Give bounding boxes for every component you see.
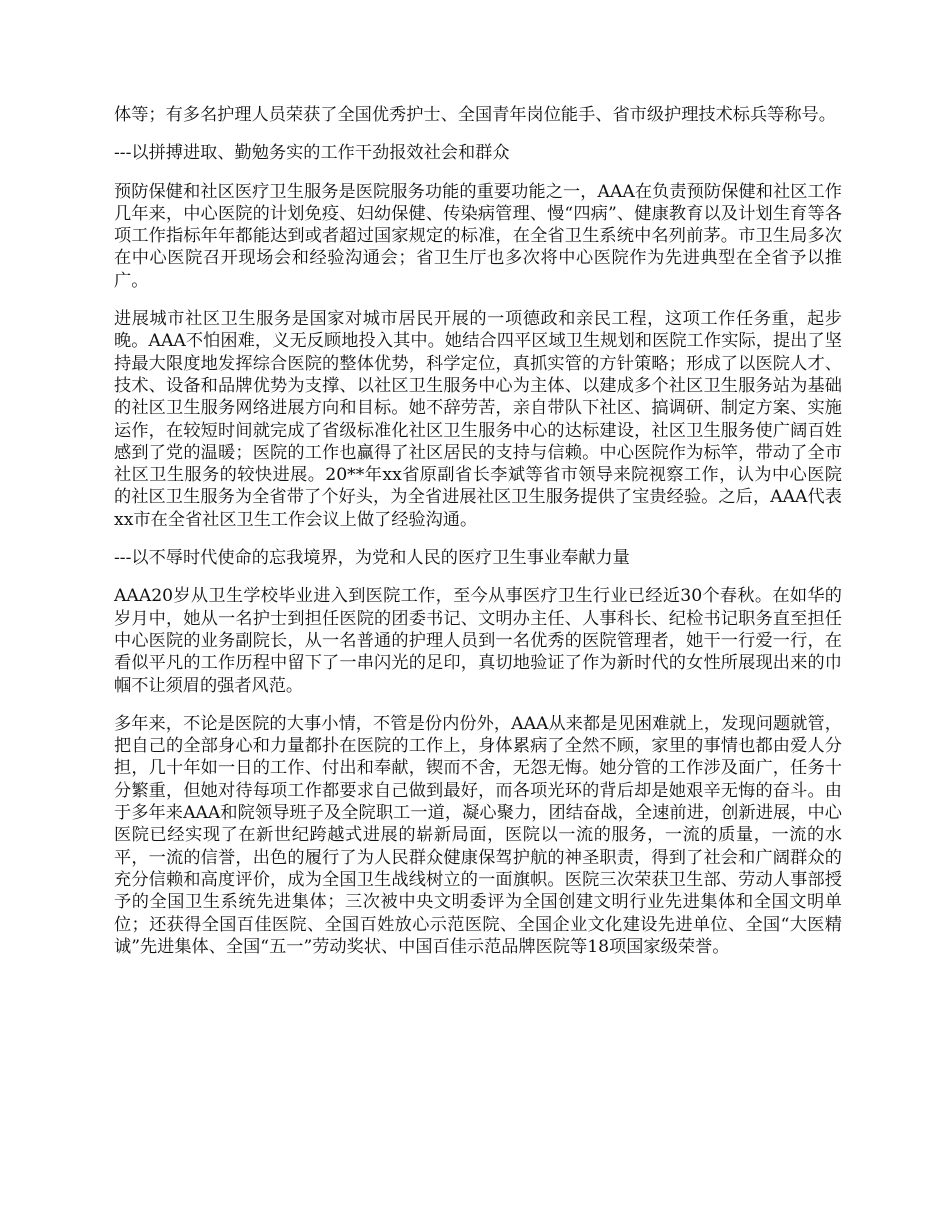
paragraph-preventive-care: 预防保健和社区医疗卫生服务是医院服务功能的重要功能之一，AAA在负责预防保健和社区工作几年来，中心医院的计划免疫、妇幼保健、传染病管理、慢“四病”、健康教育以及计划生育等各项工作指标年年都能达到或者超过国家规定的标准，在全省卫生系统中名列前茅。市卫生局多次在中心医院召开现场会和经验沟通会；省卫生厅也多次将中心医院作为先进典型在全省予以推广。 bbox=[114, 181, 842, 291]
section-heading-mission: ---以不辱时代使命的忘我境界，为党和人民的医疗卫生事业奉献力量 bbox=[114, 548, 630, 569]
paragraph-community-health: 进展城市社区卫生服务是国家对城市居民开展的一项德政和亲民工程，这项工作任务重，起步晚。AAA不怕困难，义无反顾地投入其中。她结合四平区域卫生规划和医院工作实际，提出了坚持最大限度地发挥综合医院的整体优势，科学定位，真抓实管的方针策略；形成了以医院人才、技术、设备和品牌优势为支撑、以社区卫生服务中心为主体、以建成多个社区卫生服务站为基础的社区卫生服务网络进展方向和目标。她不辞劳苦，亲自带队下社区、搞调研、制定方案、实施运作，在较短时间就完成了省级标准化社区卫生服务中心的达标建设，社区卫生服务使广阔百姓感到了党的温暖；医院的工作也赢得了社区居民的支持与信赖。中心医院作为标竿，带动了全市社区卫生服务的较快进展。20**年xx省原副省长李斌等省市领导来院视察工作，认为中心医院的社区卫生服务为全省带了个好头，为全省进展社区卫生服务提供了宝贵经验。之后，AAA代表xx市在全省社区卫生工作会议上做了经验沟通。 bbox=[114, 309, 842, 530]
paragraph-awards-continued: 体等；有多名护理人员荣获了全国优秀护士、全国青年岗位能手、省市级护理技术标兵等称号。 bbox=[114, 105, 836, 125]
paragraph-career: AAA20岁从卫生学校毕业进入到医院工作，至今从事医疗卫生行业已经近30个春秋。在如华的岁月中，她从一名护士到担任医院的团委书记、文明办主任、人事科长、纪检书记职务直至担任中心医院的业务副院长，从一名普通的护理人员到一名优秀的医院管理者，她干一行爱一行，在看似平凡的工作历程中留下了一串闪光的足印，真切地验证了作为新时代的女性所展现出来的巾帼不让须眉的强者风范。 bbox=[114, 586, 842, 696]
section-heading-dedication: ---以拼搏进取、勤勉务实的工作干劲报效社会和群众 bbox=[114, 143, 510, 164]
paragraph-achievements: 多年来，不论是医院的大事小情，不管是份内份外，AAA从来都是见困难就上，发现问题就管，把自己的全部身心和力量都扑在医院的工作上，身体累病了全然不顾，家里的事情也都由爱人分担，几十年如一日的工作、付出和奉献，锲而不舍，无怨无悔。她分管的工作涉及面广，任务十分繁重，但她对待每项工作都要求自己做到最好，而各项光环的背后却是她艰辛无悔的奋斗。由于多年来AAA和院领导班子及全院职工一道，凝心聚力，团结奋战，全速前进，创新进展，中心医院已经实现了在新世纪跨越式进展的崭新局面，医院以一流的服务，一流的质量，一流的水平，一流的信誉，出色的履行了为人民群众健康保驾护航的神圣职责，得到了社会和广阔群众的充分信赖和高度评价，成为全国卫生战线树立的一面旗帜。医院三次荣获卫生部、劳动人事部授予的全国卫生系统先进集体；三次被中央文明委评为全国创建文明行业先进集体和全国文明单位；还获得全国百佳医院、全国百姓放心示范医院、全国企业文化建设先进单位、全国“大医精诚”先进集体、全国“五一”劳动奖状、中国百佳示范品牌医院等18项国家级荣誉。 bbox=[114, 713, 842, 957]
document-body bbox=[114, 104, 842, 974]
